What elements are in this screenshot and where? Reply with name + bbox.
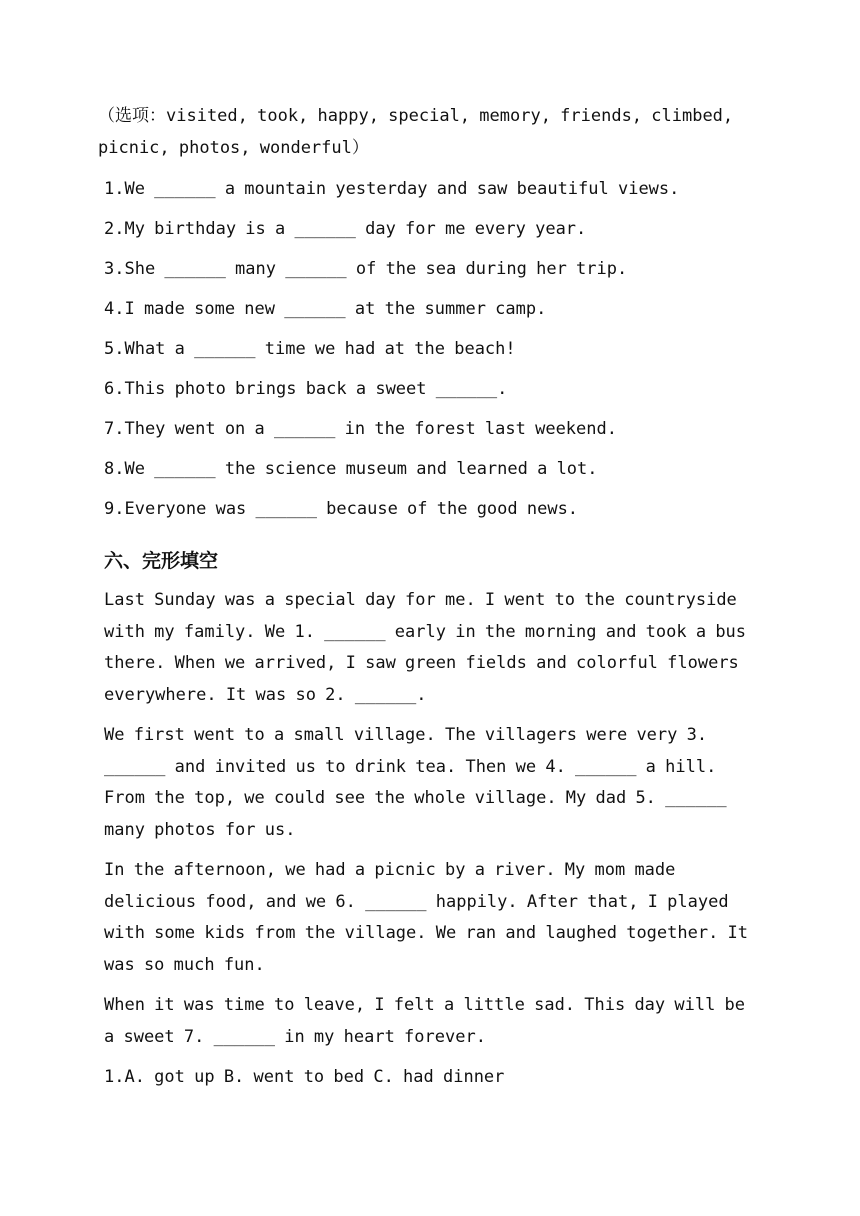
question-2: 2.My birthday is a ______ day for me every year. [104, 219, 587, 239]
question-6: 6.This photo brings back a sweet ______. [104, 379, 508, 399]
question-9: 9.Everyone was ______ because of the good news. [104, 499, 579, 519]
question-4: 4.I made some new ______ at the summer camp. [104, 299, 547, 319]
question-8: 8.We ______ the science museum and learned a lot. [104, 459, 598, 479]
worksheet-page [98, 101, 764, 1094]
passage-paragraph-4: When it was time to leave, I felt a little sad. This day will be a sweet 7. ______ in my heart forever. [104, 995, 755, 1047]
passage-paragraph-2: We first went to a small village. The villagers were very 3. ______ and invited us to drink tea. Then we 4. ______ a hill. From the top, we could see the whole village. My dad 5. ______ many photos for us. [104, 725, 736, 840]
section-heading: 六、完形填空 [104, 550, 219, 572]
question-1: 1.We ______ a mountain yesterday and saw beautiful views. [104, 179, 680, 199]
question-5: 5.What a ______ time we had at the beach! [104, 339, 516, 359]
question-3: 3.She ______ many ______ of the sea during her trip. [104, 259, 628, 279]
word-options: （选项：visited, took, happy, special, memory, friends, climbed, picnic, photos, wonderful） [98, 106, 743, 158]
choice-line-1: 1.A. got up B. went to bed C. had dinner [104, 1067, 505, 1087]
passage-paragraph-3: In the afternoon, we had a picnic by a river. My mom made delicious food, and we 6. ______ happily. After that, I played with some kids from the village. We ran and laughed together. It was so much fun. [104, 860, 758, 975]
passage-paragraph-1: Last Sunday was a special day for me. I went to the countryside with my family. We 1. ______ early in the morning and took a bus there. When we arrived, I saw green fields and colorful flowers everywhere. It was so 2. ______. [104, 590, 756, 705]
question-7: 7.They went on a ______ in the forest last weekend. [104, 419, 617, 439]
